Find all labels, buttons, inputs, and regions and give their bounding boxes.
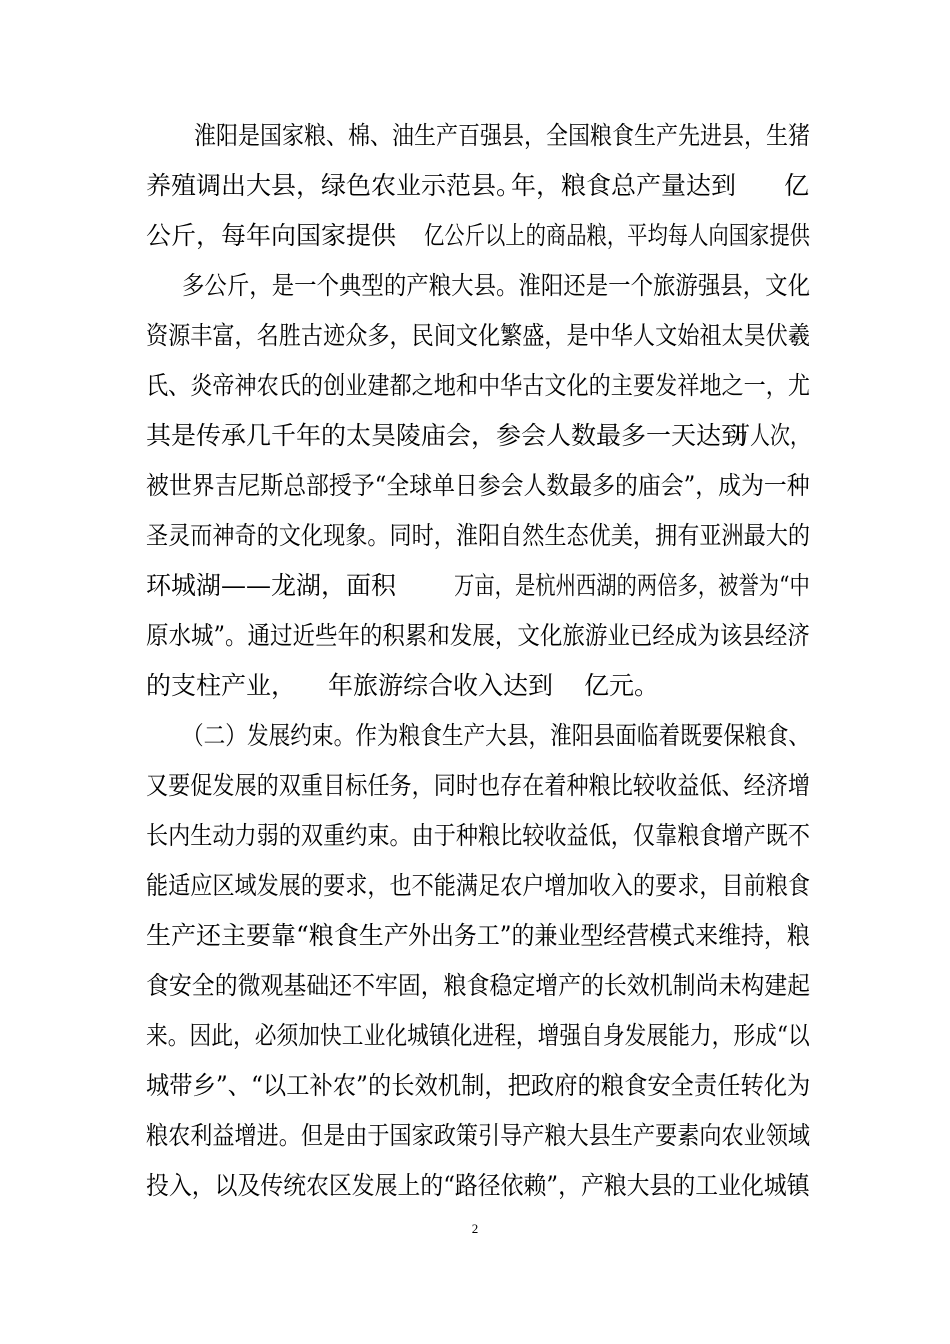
text-line (182, 261, 810, 311)
text-segment: 长内生动力弱的双重约束。由于种粮比较收益低，仅靠粮食增产既不 (146, 821, 811, 850)
text-segment: 亿元。 (584, 671, 660, 700)
text-segment: 万亩，是杭州西湖的两倍多，被誉为“中 (454, 571, 810, 600)
text-segment: （二）发展约束。作为粮食生产大县，淮阳县面临着既要保粮食、 (182, 721, 811, 750)
text-segment: 原水城”。通过近些年的积累和发展，文化旅游业已经成为该县经济 (146, 621, 810, 650)
text-segment: 环城湖——龙湖，面积 (146, 571, 397, 600)
text-line (146, 961, 810, 1011)
text-segment: 年，粮食总产量达到 (511, 171, 737, 200)
text-line (146, 611, 810, 661)
text-line (146, 511, 810, 561)
text-segment: 养殖调出大县，绿色农业示范县。 (146, 171, 522, 200)
text-segment: 投入，以及传统农区发展上的“路径依赖”，产粮大县的工业化城镇 (146, 1171, 810, 1200)
text-segment: 外出务工”的兼业型经营模式来维持，粮 (408, 921, 810, 950)
text-line (146, 1061, 810, 1111)
text-segment: 生产还主要靠“粮食生产 (146, 921, 409, 950)
text-line (146, 1111, 810, 1161)
text-line (146, 1161, 810, 1211)
text-segment: 粮农利益增进。但是由于国家政策引导产粮大县生产要素向农业领域 (146, 1121, 811, 1150)
text-segment: 城带乡”、“以工补农”的长效机制，把政府的粮食安全责任转化为 (146, 1071, 811, 1100)
text-line (146, 761, 810, 811)
text-segment: 万人次， (730, 421, 811, 450)
text-segment: 又要促发展的双重目标任务，同时也存在着种粮比较收益低、经济增 (146, 771, 811, 800)
text-line (194, 111, 810, 161)
text-line (146, 311, 810, 361)
page-number: 2 (471, 1221, 479, 1236)
text-segment: 氏、炎帝神农氏的创业建都之地和中华古文化的主要发祥地之一，尤 (146, 371, 811, 400)
text-line (146, 461, 810, 511)
text-line (146, 661, 810, 711)
text-line (182, 711, 810, 761)
text-line (146, 361, 810, 411)
text-line (146, 1011, 810, 1061)
text-line (146, 561, 810, 611)
text-segment: 能适应区域发展的要求，也不能满足农户增加收入的要求，目前粮食 (146, 871, 811, 900)
text-segment: 亿公斤以上的商品粮，平均每人向国家提供 (424, 221, 811, 250)
text-segment: 食安全的微观基础还不牢固，粮食稳定增产的长效机制尚未构建起 (146, 971, 811, 1000)
text-segment: 的支柱产业， (146, 671, 297, 700)
text-line (146, 411, 810, 461)
text-segment: 年旅游综合收入达到 (328, 671, 554, 700)
text-segment: 资源丰富，名胜古迹众多，民间文化繁盛，是中华人文始祖太昊伏羲 (146, 321, 811, 350)
text-segment: 来。因此，必须加快工业化城镇化进程，增强自身发展能力，形成“以 (146, 1021, 810, 1050)
text-segment: 被世界吉尼斯总部授予“全球单日参会人数最多的庙会”，成为一种 (146, 471, 810, 500)
text-line (146, 811, 810, 861)
text-segment: 公斤，每年向国家提供 (146, 221, 397, 250)
text-segment: 亿 (784, 171, 810, 200)
text-segment: 淮阳是国家粮、棉、油生产百强县，全国粮食生产先进县，生猪 (194, 121, 811, 150)
text-line (146, 161, 810, 211)
text-segment: 圣灵而神奇的文化现象。同时，淮阳自然生态优美，拥有亚洲最大的 (146, 521, 811, 550)
text-line (146, 911, 810, 961)
text-segment: 多公斤，是一个典型的产粮大县。淮阳还是一个旅游强县，文化 (182, 271, 811, 300)
text-segment: 其是传承几千年的太昊陵庙会，参会人数最多一天达到 (146, 421, 747, 450)
text-line (146, 861, 810, 911)
text-line (146, 211, 810, 261)
